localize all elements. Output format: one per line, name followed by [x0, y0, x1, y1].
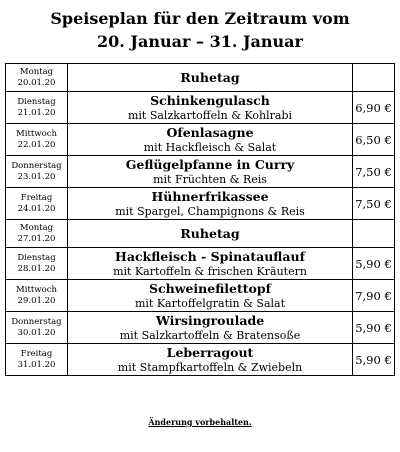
weekday: Dienstag	[17, 96, 56, 107]
date: 23.01.20	[17, 171, 56, 182]
menu-row	[6, 188, 395, 220]
weekday: Freitag	[20, 192, 53, 203]
price-cell	[353, 220, 395, 248]
dish-name: Wirsingroulade	[155, 313, 265, 328]
price-cell: 5,90 €	[353, 344, 395, 376]
dish-name: Schweinefilettopf	[148, 281, 272, 296]
dish-cell	[68, 312, 353, 344]
rest-day-label: Ruhetag	[180, 69, 240, 85]
dish-cell	[68, 220, 353, 248]
date: 21.01.20	[17, 107, 56, 118]
price-cell: 6,50 €	[353, 124, 395, 156]
day-cell	[6, 312, 68, 344]
price-cell	[353, 64, 395, 92]
dish-cell	[68, 280, 353, 312]
dish-cell	[68, 188, 353, 220]
menu-row	[6, 124, 395, 156]
day-cell	[6, 156, 68, 188]
dish-name: Hühnerfrikassee	[151, 189, 269, 204]
day-cell	[6, 124, 68, 156]
footer-note: Änderung vorbehalten.	[148, 417, 252, 427]
dish-side: mit Salzkartoffeln & Kohlrabi	[127, 109, 293, 122]
dish-side: mit Hackfleisch & Salat	[143, 141, 277, 154]
dish-cell	[68, 344, 353, 376]
weekday: Donnerstag	[11, 160, 62, 171]
weekday: Donnerstag	[11, 316, 62, 327]
weekday: Dienstag	[17, 252, 56, 263]
date: 28.01.20	[17, 263, 56, 274]
menu-row	[6, 64, 395, 92]
day-cell	[6, 92, 68, 124]
menu-row	[6, 344, 395, 376]
price-cell: 7,90 €	[353, 280, 395, 312]
day-cell	[6, 344, 68, 376]
dish-side: mit Kartoffeln & frischen Kräutern	[113, 265, 307, 278]
date: 29.01.20	[17, 295, 56, 306]
dish-cell	[68, 248, 353, 280]
date: 22.01.20	[17, 139, 56, 150]
menu-row	[6, 312, 395, 344]
price-cell: 7,50 €	[353, 156, 395, 188]
menu-table	[5, 63, 395, 376]
day-cell	[6, 248, 68, 280]
weekday: Mittwoch	[16, 128, 57, 139]
weekday: Freitag	[20, 348, 53, 359]
dish-name: Hackfleisch - Spinatauflauf	[115, 249, 305, 264]
date: 24.01.20	[17, 203, 56, 214]
dish-side: mit Kartoffelgratin & Salat	[134, 297, 286, 310]
day-cell	[6, 220, 68, 248]
price-cell: 6,90 €	[353, 92, 395, 124]
dish-cell	[68, 156, 353, 188]
menu-row	[6, 248, 395, 280]
dish-cell	[68, 92, 353, 124]
dish-side: mit Salzkartoffeln & Bratensoße	[119, 329, 301, 342]
dish-side: mit Früchten & Reis	[153, 173, 267, 186]
menu-title: Speiseplan für den Zeitraum vom	[50, 9, 350, 28]
menu-row	[6, 220, 395, 248]
day-cell	[6, 280, 68, 312]
dish-name: Leberragout	[166, 345, 254, 360]
date: 31.01.20	[17, 359, 56, 370]
price-cell: 5,90 €	[353, 312, 395, 344]
dish-cell	[68, 124, 353, 156]
menu-row	[6, 280, 395, 312]
weekday: Montag	[19, 66, 54, 77]
date: 27.01.20	[17, 233, 56, 244]
rest-day-label: Ruhetag	[180, 225, 240, 241]
menu-row	[6, 156, 395, 188]
weekday: Mittwoch	[16, 284, 57, 295]
menu-date-range: 20. Januar – 31. Januar	[97, 32, 303, 51]
dish-name: Geflügelpfanne in Curry	[125, 157, 295, 172]
price-cell: 5,90 €	[353, 248, 395, 280]
price-cell: 7,50 €	[353, 188, 395, 220]
date: 20.01.20	[17, 77, 56, 88]
menu-row	[6, 92, 395, 124]
date: 30.01.20	[17, 327, 56, 338]
weekday: Montag	[19, 222, 54, 233]
day-cell	[6, 64, 68, 92]
dish-side: mit Spargel, Champignons & Reis	[115, 205, 305, 218]
dish-name: Ofenlasagne	[166, 125, 254, 140]
dish-name: Schinkengulasch	[150, 93, 270, 108]
dish-side: mit Stampfkartoffeln & Zwiebeln	[117, 361, 303, 374]
day-cell	[6, 188, 68, 220]
dish-cell	[68, 64, 353, 92]
